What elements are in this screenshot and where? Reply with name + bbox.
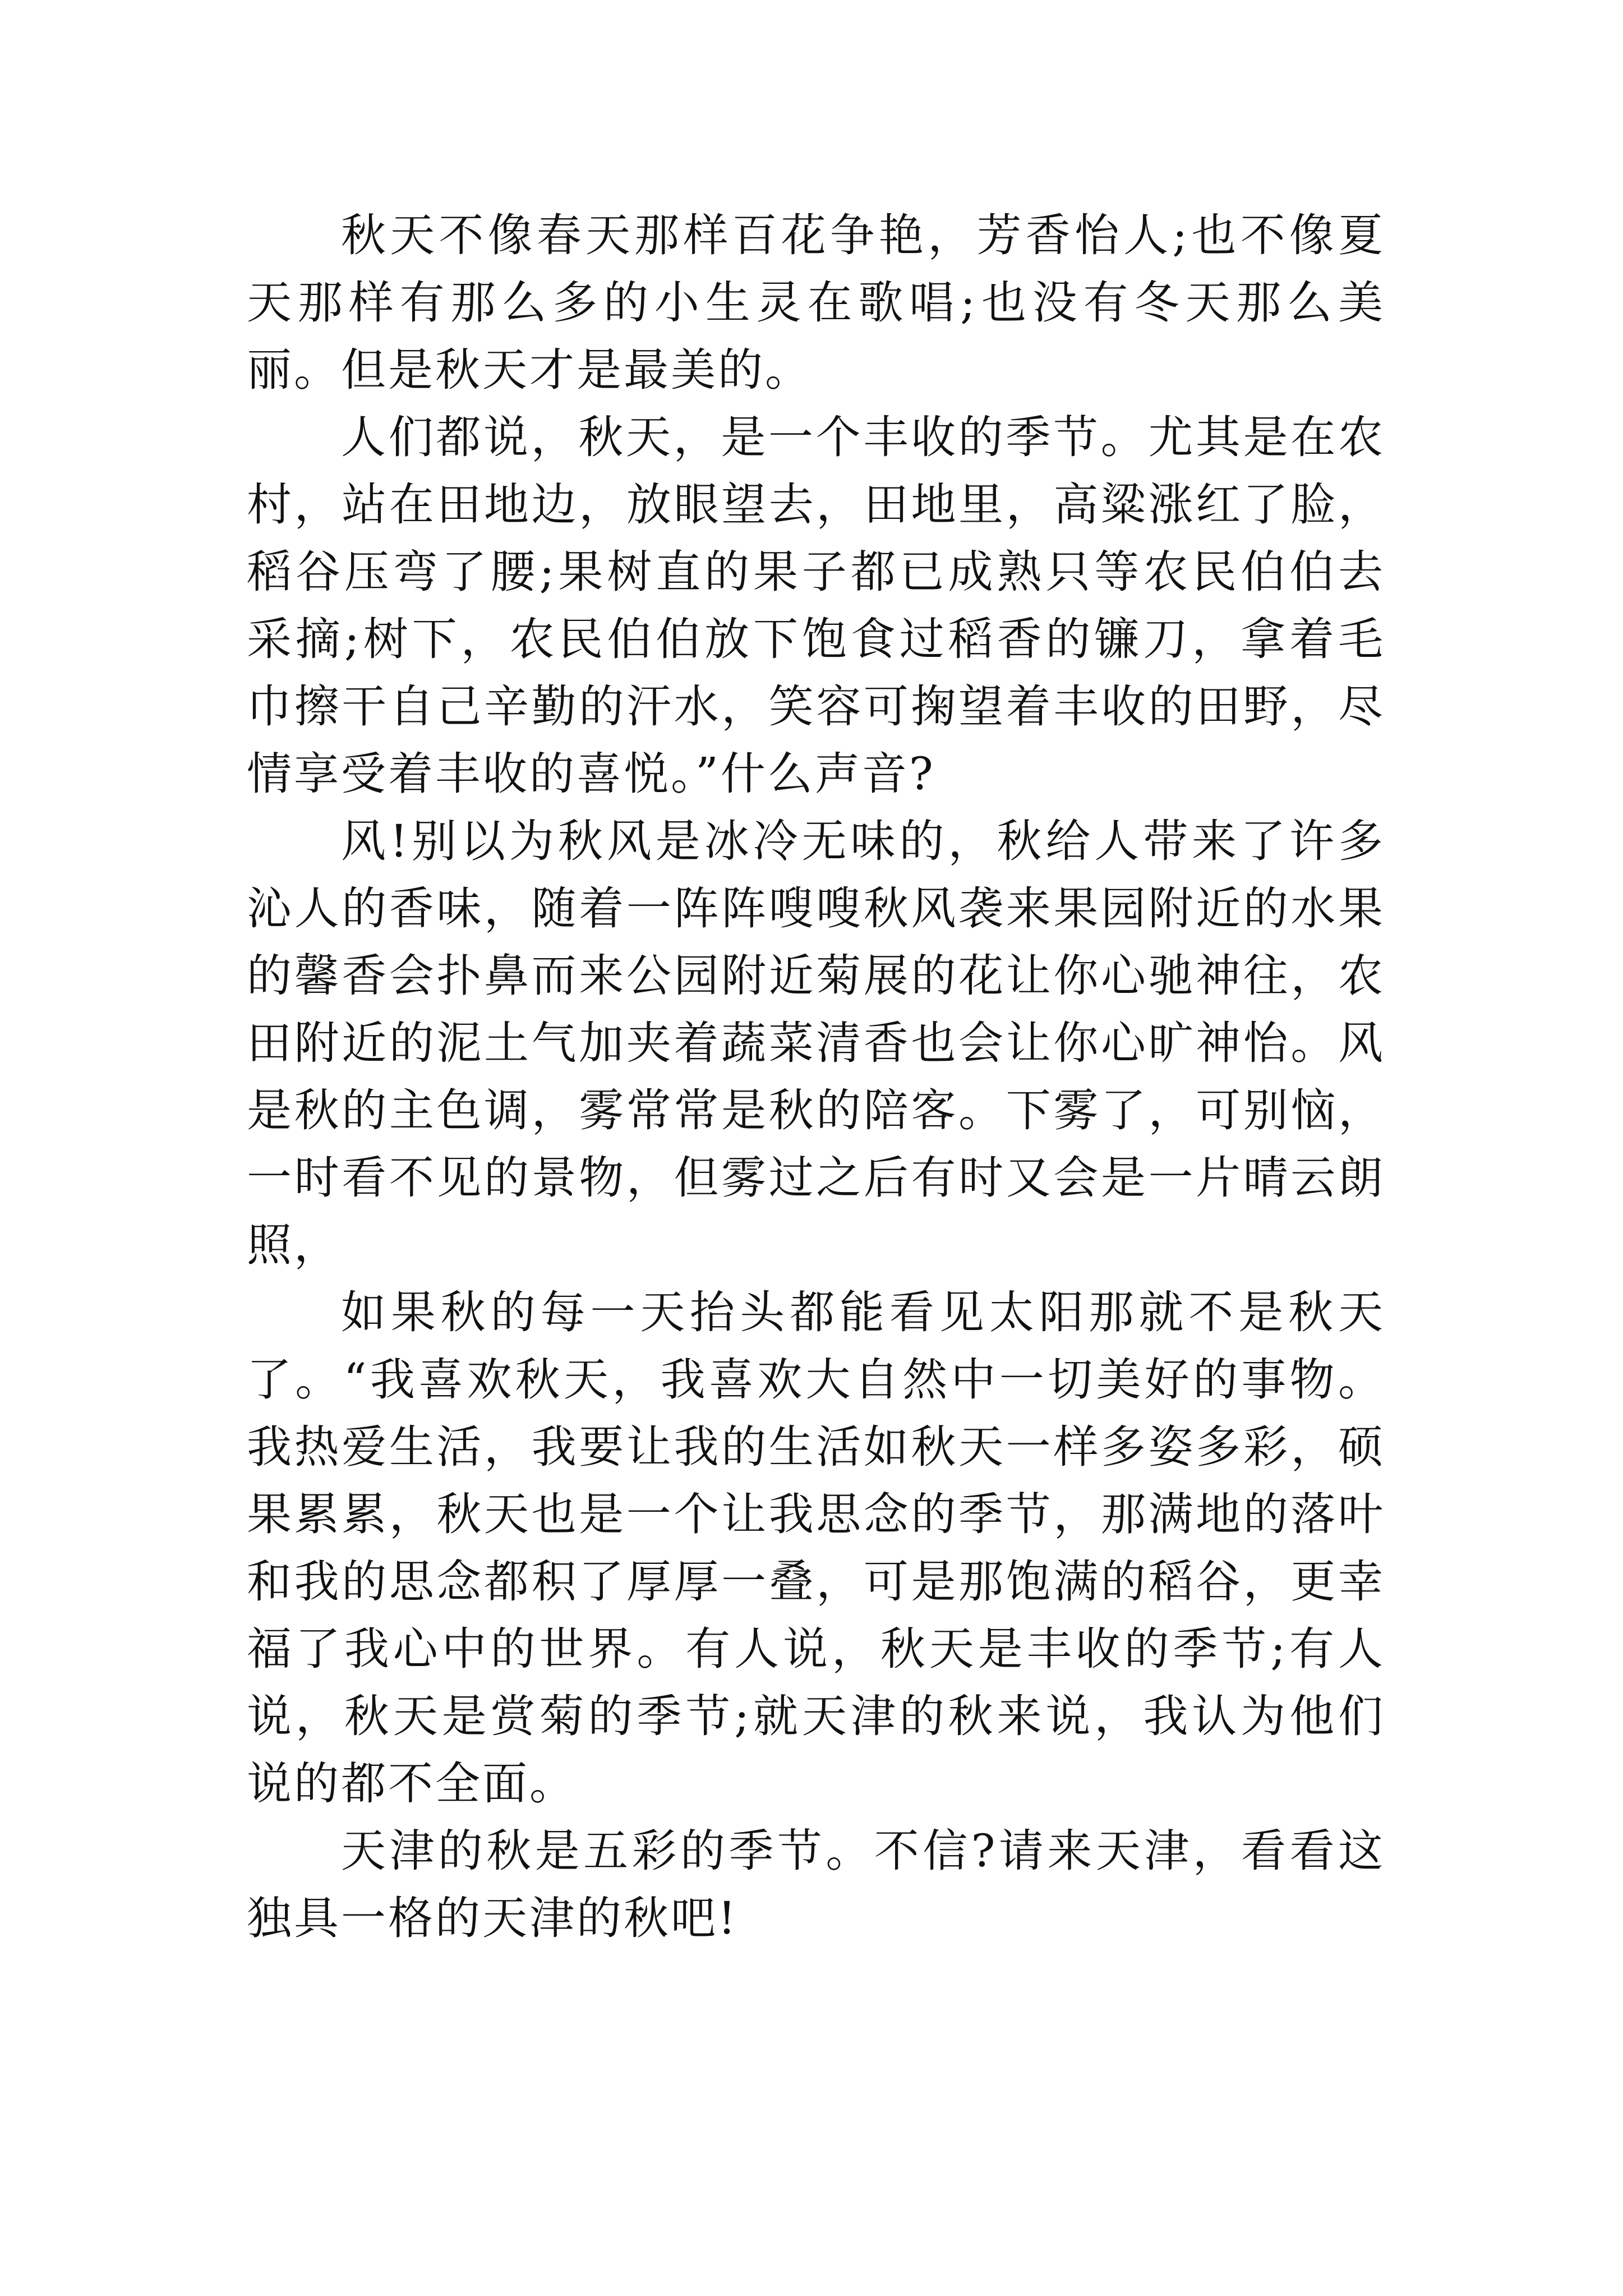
paragraph: 风!别以为秋风是冰冷无味的，秋给人带来了许多沁人的香味，随着一阵阵嗖嗖秋风袭来果园附近的水果的馨香会扑鼻而来公园附近菊展的花让你心驰神往，农田附近的泥土气加夹着蔬菜清香也会让你心旷神怡。风是秋的主色调，雾常常是秋的陪客。下雾了，可别恼，一时看不见的景物，但雾过之后有时又会是一片晴云朗照， [247, 815, 1385, 1271]
paragraph: 人们都说，秋天，是一个丰收的季节。尤其是在农村，站在田地边，放眼望去，田地里，高粱涨红了脸，稻谷压弯了腰;果树直的果子都已成熟只等农民伯伯去采摘;树下，农民伯伯放下饱食过稻香的镰刀，拿着毛巾擦干自己辛勤的汗水，笑容可掬望着丰收的田野，尽情享受着丰收的喜悦。”什么声音? [247, 411, 1385, 800]
paragraph: 天津的秋是五彩的季节。不信?请来天津，看看这独具一格的天津的秋吧! [247, 1825, 1385, 1944]
paragraph: 秋天不像春天那样百花争艳，芳香怡人;也不像夏天那样有那么多的小生灵在歌唱;也没有冬天那么美丽。但是秋天才是最美的。 [247, 209, 1385, 396]
document-body [247, 202, 1385, 1952]
paragraph: 如果秋的每一天抬头都能看见太阳那就不是秋天了。“我喜欢秋天，我喜欢大自然中一切美好的事物。我热爱生活，我要让我的生活如秋天一样多姿多彩，硕果累累，秋天也是一个让我思念的季节，那满地的落叶和我的思念都积了厚厚一叠，可是那饱满的稻谷，更幸福了我心中的世界。有人说，秋天是丰收的季节;有人说，秋天是赏菊的季节;就天津的秋来说，我认为他们说的都不全面。 [247, 1286, 1385, 1810]
